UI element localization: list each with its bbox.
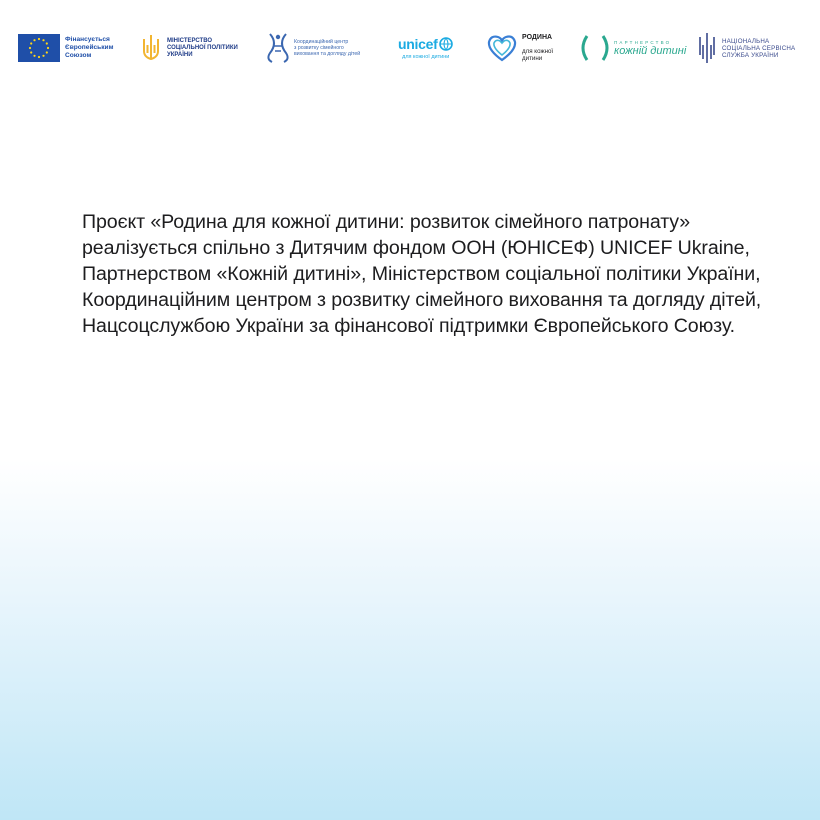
unicef-globe-icon xyxy=(439,37,453,51)
coordination-center-logo-text: Координаційний центр з розвитку сімейного виховання та догляду дітей xyxy=(294,39,361,57)
ministry-logo-text: МІНІСТЕРСТВО СОЦІАЛЬНОЇ ПОЛІТИКИ УКРАЇНИ xyxy=(167,37,238,58)
social-service-icon xyxy=(696,31,718,65)
coordination-center-icon xyxy=(266,31,290,65)
rodyna-logo xyxy=(486,28,553,68)
ministry-logo xyxy=(140,28,238,68)
social-service-logo xyxy=(696,28,795,68)
partnership-main-text: кожній дитині xyxy=(614,44,687,57)
unicef-subtitle: для кожної дитини xyxy=(402,54,450,60)
partnership-logo xyxy=(578,28,686,68)
rodyna-title: РОДИНА xyxy=(522,34,553,41)
eu-logo xyxy=(18,28,113,68)
coordination-center-logo xyxy=(266,28,360,68)
partner-logos-strip xyxy=(18,28,808,68)
unicef-logo xyxy=(398,28,453,68)
eu-flag-icon xyxy=(18,34,60,62)
social-service-logo-text: НАЦІОНАЛЬНА СОЦІАЛЬНА СЕРВІСНА СЛУЖБА УКРАЇНИ xyxy=(722,37,796,59)
trident-icon xyxy=(140,33,162,63)
unicef-wordmark: unicef xyxy=(398,36,438,52)
eu-logo-text: Фінансується Європейським Союзом xyxy=(65,36,114,59)
heart-icon xyxy=(486,33,518,63)
project-description: Проєкт «Родина для кожної дитини: розвиток сімейного патронату» реалізується спільно з Дитячим фондом ООН (ЮНІСЕФ) UNICEF Ukraine, Партнерством «Кожній дитині», Міністерством соціальної політики України, Координаційним центром з розвитку сімейного виховання та догляду дітей, Нацсоцслужбою України за фінансової підтримки Європейського Союзу. xyxy=(82,211,762,337)
partnership-top-text: ПАРТНЕРСТВО xyxy=(614,39,672,45)
partnership-bracket-icon xyxy=(578,33,612,63)
rodyna-subtitle: для кожної дитини xyxy=(522,48,554,62)
